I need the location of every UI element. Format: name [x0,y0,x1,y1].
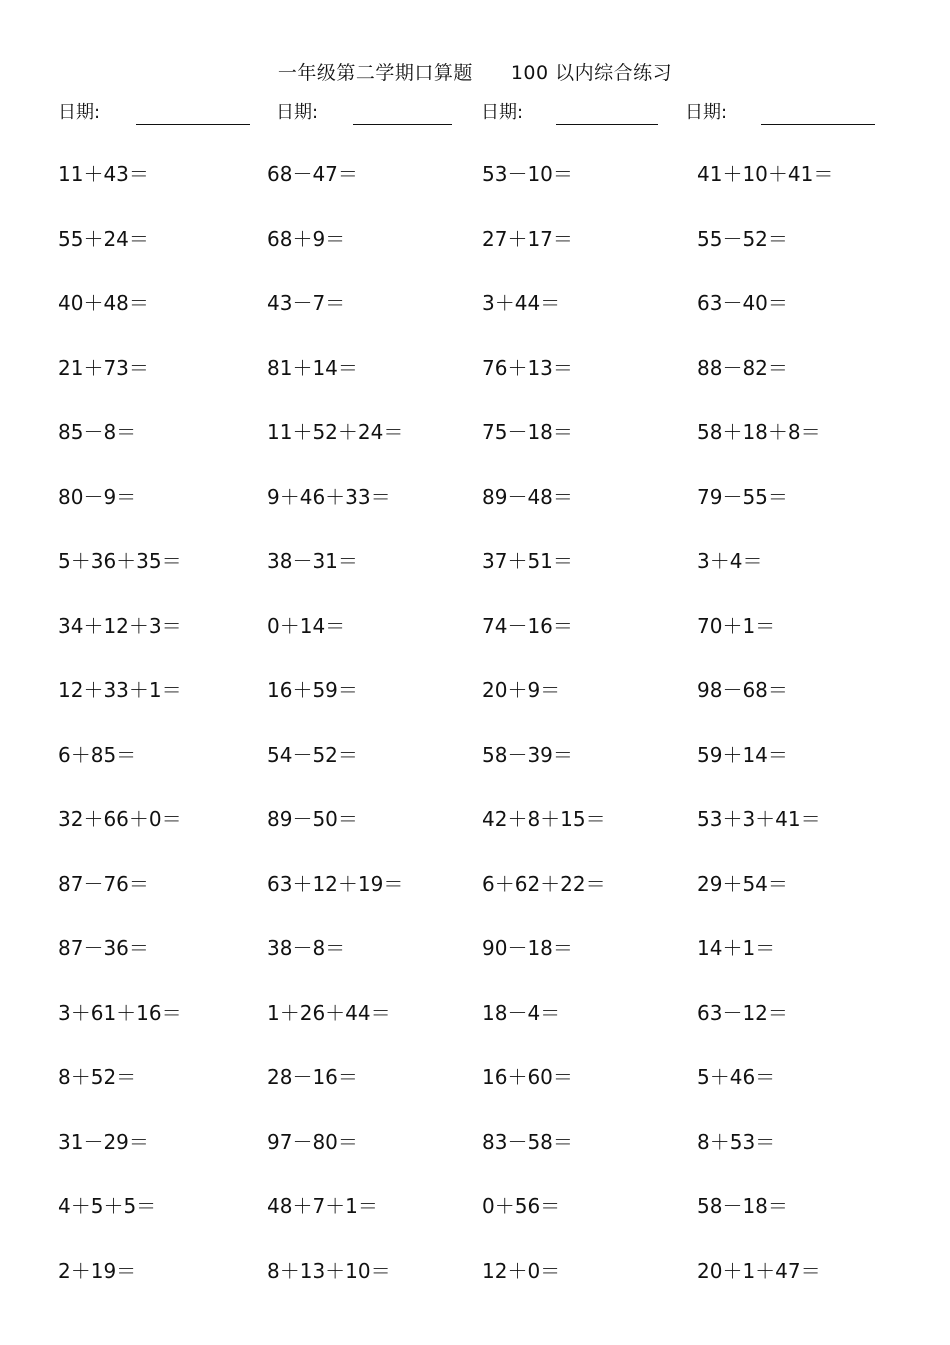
date-label: 日期: [481,102,524,123]
math-problem: 20＋1＋47＝ [697,1258,821,1283]
problem-row [0,159,950,224]
math-problem: 68－47＝ [267,162,358,186]
problem-row [0,224,950,289]
math-problem: 37＋51＝ [482,549,573,573]
math-problem: 28－16＝ [267,1065,358,1089]
problem-row [0,998,950,1063]
date-label: 日期: [685,102,728,123]
date-blank-line-1[interactable] [136,124,250,125]
math-problem: 80－9＝ [58,484,137,509]
math-problem: 16＋59＝ [267,678,358,702]
math-problem: 42＋8＋15＝ [482,807,606,831]
math-problem: 18－4＝ [482,1000,561,1025]
math-problem: 5＋46＝ [697,1065,776,1089]
math-problem: 6＋85＝ [58,742,137,767]
math-problem: 74－16＝ [482,613,573,638]
problem-row [0,740,950,805]
math-problem: 27＋17＝ [482,226,573,251]
math-problem: 38－31＝ [267,549,358,573]
math-problem: 9＋46＋33＝ [267,484,391,509]
math-problem: 3＋4＝ [697,549,763,573]
problem-row [0,1256,950,1321]
math-problem: 8＋13＋10＝ [267,1258,391,1283]
math-problem: 6＋62＋22＝ [482,871,606,896]
math-problem: 3＋61＋16＝ [58,1000,182,1025]
math-problem: 55＋24＝ [58,226,149,251]
math-problem: 31－29＝ [58,1129,149,1154]
math-problem: 58－39＝ [482,742,573,767]
math-problem: 3＋44＝ [482,291,561,315]
math-problem: 1＋26＋44＝ [267,1000,391,1025]
title-main: 一年级第二学期口算题 [277,62,473,84]
math-problem: 40＋48＝ [58,291,149,315]
date-field-2 [276,100,318,126]
math-problem: 55－52＝ [697,226,788,251]
math-problem: 75－18＝ [482,420,573,444]
math-problem: 32＋66＋0＝ [58,807,182,831]
problem-row [0,675,950,740]
problem-row [0,611,950,676]
math-problem: 58－18＝ [697,1194,788,1218]
problem-row [0,1191,950,1256]
math-problem: 34＋12＋3＝ [58,613,182,638]
math-problem: 8＋52＝ [58,1065,137,1089]
problem-row [0,1062,950,1127]
math-problem: 76＋13＝ [482,355,573,380]
date-row [0,100,950,130]
problem-row [0,1127,950,1192]
math-problem: 14＋1＝ [697,936,776,960]
problem-grid [0,159,950,1320]
math-problem: 63－40＝ [697,291,788,315]
math-problem: 11＋43＝ [58,162,149,186]
math-problem: 98－68＝ [697,678,788,702]
date-label: 日期: [276,102,319,123]
math-problem: 53＋3＋41＝ [697,807,821,831]
problem-row [0,353,950,418]
title-subtitle: 100 以内综合练习 [510,62,673,84]
math-problem: 81＋14＝ [267,355,358,380]
problem-row [0,482,950,547]
math-problem: 83－58＝ [482,1129,573,1154]
math-problem: 11＋52＋24＝ [267,420,404,444]
math-problem: 59＋14＝ [697,742,788,767]
date-label: 日期: [58,102,101,123]
math-problem: 68＋9＝ [267,226,346,251]
math-problem: 4＋5＋5＝ [58,1194,157,1218]
math-problem: 2＋19＝ [58,1258,137,1283]
problem-row [0,546,950,611]
math-problem: 79－55＝ [697,484,788,509]
math-problem: 70＋1＝ [697,613,776,638]
math-problem: 21＋73＝ [58,355,149,380]
math-problem: 88－82＝ [697,355,788,380]
math-problem: 12＋33＋1＝ [58,678,182,702]
math-problem: 90－18＝ [482,936,573,960]
math-problem: 87－36＝ [58,936,149,960]
math-problem: 63＋12＋19＝ [267,871,404,896]
math-problem: 97－80＝ [267,1129,358,1154]
math-problem: 5＋36＋35＝ [58,549,182,573]
math-problem: 43－7＝ [267,291,346,315]
math-problem: 29＋54＝ [697,871,788,896]
math-problem: 48＋7＋1＝ [267,1194,378,1218]
problem-row [0,933,950,998]
problem-row [0,288,950,353]
math-problem: 89－48＝ [482,484,573,509]
worksheet-title [0,58,950,85]
math-problem: 54－52＝ [267,742,358,767]
math-problem: 12＋0＝ [482,1258,561,1283]
date-blank-line-2[interactable] [353,124,452,125]
math-problem: 53－10＝ [482,162,573,186]
math-problem: 41＋10＋41＝ [697,162,834,186]
date-blank-line-4[interactable] [761,124,875,125]
math-problem: 87－76＝ [58,871,149,896]
math-problem: 63－12＝ [697,1000,788,1025]
math-problem: 0＋14＝ [267,613,346,638]
date-blank-line-3[interactable] [556,124,658,125]
date-field-1 [58,100,100,126]
math-problem: 89－50＝ [267,807,358,831]
math-problem: 20＋9＝ [482,678,561,702]
problem-row [0,869,950,934]
math-problem: 38－8＝ [267,936,346,960]
math-problem: 85－8＝ [58,420,137,444]
math-problem: 0＋56＝ [482,1194,561,1218]
math-problem: 8＋53＝ [697,1129,776,1154]
math-problem: 58＋18＋8＝ [697,420,821,444]
date-field-3 [481,100,523,126]
date-field-4 [685,100,727,126]
math-problem: 16＋60＝ [482,1065,573,1089]
problem-row [0,417,950,482]
problem-row [0,804,950,869]
